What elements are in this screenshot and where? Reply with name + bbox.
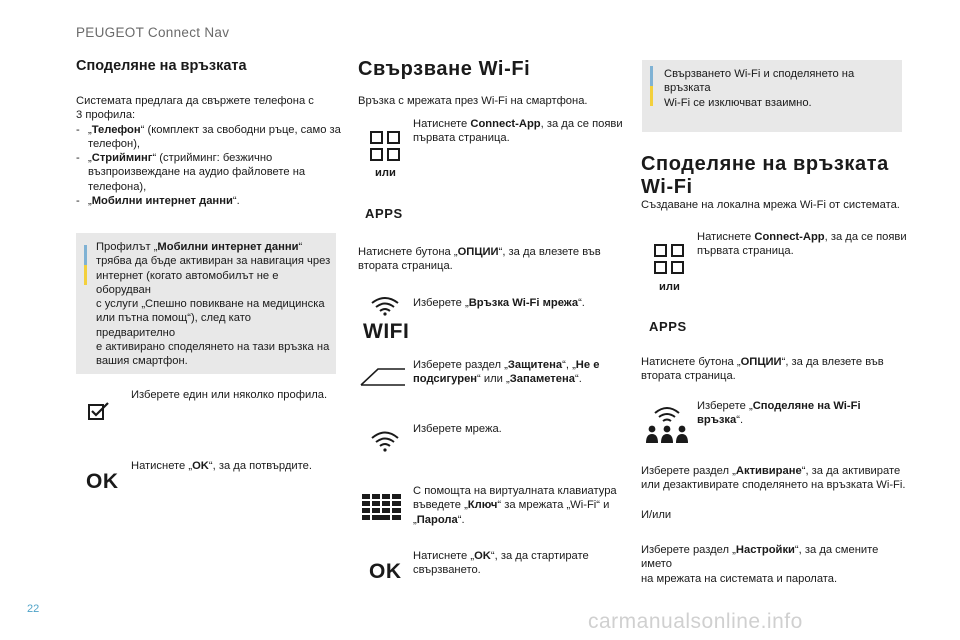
step-select-wifi xyxy=(413,296,585,310)
step-text: “ или „ xyxy=(477,373,510,386)
ok-button[interactable]: OK xyxy=(369,560,402,583)
title-line: Wi-Fi xyxy=(641,176,693,198)
profile-desc: възпроизвеждане на аудио файловете на xyxy=(88,166,306,179)
quote: „ xyxy=(88,195,92,208)
list-item-cont xyxy=(76,137,341,151)
step-text: “, за да стартирате xyxy=(490,550,589,562)
profile-streaming: Стрийминг xyxy=(91,152,153,165)
step-text: „ xyxy=(413,513,417,526)
step-text: “. xyxy=(736,414,744,427)
profile-desc: “ (комплект за свободни ръце, само за xyxy=(140,123,341,136)
step-select-sharing xyxy=(697,399,897,428)
list-item-cont xyxy=(76,180,341,194)
step-text: “, за да влезете във xyxy=(498,246,601,258)
section-title-connection-sharing: Споделяне на връзката xyxy=(76,58,247,74)
step-options xyxy=(641,355,901,384)
step-emphasis: подсигурен xyxy=(413,373,478,386)
keyboard-icon xyxy=(362,494,402,520)
step-emphasis: Connect-App xyxy=(754,231,825,243)
step-connect-app xyxy=(697,230,907,259)
step-text: първата страница. xyxy=(697,245,794,258)
step-select-profiles: Изберете един или няколко профила. xyxy=(131,389,328,401)
step-text: , за да се появи xyxy=(540,118,623,130)
quote: „ xyxy=(88,152,92,165)
step-settings xyxy=(641,543,906,586)
note-line: с услуги „Спешно повикване на медицинска xyxy=(96,298,325,311)
step-emphasis: Connect-App xyxy=(470,118,541,130)
step-emphasis: Ключ xyxy=(467,499,498,512)
step-text: Натиснете бутона „ xyxy=(358,246,458,258)
step-text: “, за да потвърдите. xyxy=(208,460,312,472)
step-select-network: Изберете мрежа. xyxy=(413,423,502,435)
step-emphasis: Не е xyxy=(575,359,600,371)
step-text: Изберете „ xyxy=(697,400,753,412)
step-text: Натиснете „ xyxy=(413,550,475,562)
step-emphasis: ОПЦИИ xyxy=(740,356,782,368)
step-text: Натиснете xyxy=(697,231,755,243)
wifi-intro: Връзка с мрежата през Wi-Fi на смартфона. xyxy=(358,95,588,107)
info-note-box xyxy=(76,233,336,374)
step-text: “, за да смените името xyxy=(641,544,879,571)
note-line: Wi-Fi се изключват взаимно. xyxy=(664,96,812,109)
apps-button[interactable]: APPS xyxy=(649,319,687,334)
step-text: Натиснете xyxy=(413,118,471,130)
step-connect-app xyxy=(413,117,623,146)
profiles-intro xyxy=(76,94,341,208)
and-or-label: И/или xyxy=(641,509,672,521)
list-item xyxy=(76,123,341,137)
profile-desc: “. xyxy=(232,195,240,208)
step-text: “, за да активирате xyxy=(801,465,901,477)
step-emphasis: Парола xyxy=(416,513,458,526)
info-note-box xyxy=(642,60,902,132)
section-title-wifi-sharing xyxy=(641,153,889,199)
step-text: “, за да влезете във xyxy=(781,356,884,368)
note-bar-yellow xyxy=(650,86,653,106)
list-item-cont xyxy=(76,165,341,179)
profile-mobile-data: Мобилни интернет данни xyxy=(91,195,233,208)
or-label: или xyxy=(659,281,680,293)
note-line: интернет (когато автомобилът не е оборудван xyxy=(96,269,279,296)
wifi-icon xyxy=(370,430,400,452)
note-line: или пътна помощ“), след като предварително xyxy=(96,312,251,339)
profile-desc: “ (стрийминг: безжично xyxy=(152,152,273,165)
step-text: втората страница. xyxy=(358,260,453,273)
checkbox-icon xyxy=(88,402,110,420)
running-header: PEUGEOT Connect Nav xyxy=(76,25,230,40)
list-item xyxy=(76,151,341,165)
note-line: “ xyxy=(298,241,303,253)
apps-button[interactable]: APPS xyxy=(365,206,403,221)
wifi-users-icon xyxy=(646,406,688,444)
step-confirm xyxy=(131,459,312,473)
step-text: “, „ xyxy=(562,359,576,371)
step-emphasis: Запаметена xyxy=(509,373,575,386)
step-text: Изберете „ xyxy=(413,297,469,309)
section-title-wifi-connection: Свързване Wi-Fi xyxy=(358,58,531,80)
step-emphasis: Настройки xyxy=(735,544,795,556)
intro-line: Системата предлага да свържете телефона с xyxy=(76,95,314,107)
step-text: или дезактивирате споделянето на връзката Wi-Fi. xyxy=(641,479,906,492)
note-text xyxy=(664,67,900,110)
profile-desc: телефона), xyxy=(88,180,147,193)
step-emphasis: Защитена xyxy=(507,359,563,371)
bullet-dash: - xyxy=(76,195,80,208)
page-number: 22 xyxy=(27,603,40,615)
or-label: или xyxy=(375,167,396,179)
step-text: “ за мрежата „Wi-Fi“ и xyxy=(497,499,610,512)
note-text xyxy=(96,240,332,369)
grid-apps-icon xyxy=(654,244,684,274)
step-options xyxy=(358,245,618,274)
title-line: Споделяне на връзката xyxy=(641,153,889,175)
hotspot-intro: Създаване на локална мрежа Wi-Fi от системата. xyxy=(641,199,900,211)
step-text: свързването. xyxy=(413,564,481,577)
step-emphasis: Връзка Wi-Fi мрежа xyxy=(468,297,579,309)
step-emphasis: OK xyxy=(474,550,491,562)
step-emphasis: OK xyxy=(192,460,209,472)
step-text: “. xyxy=(575,373,582,386)
note-line: вашия смартфон. xyxy=(96,355,188,368)
bullet-dash: - xyxy=(76,123,80,136)
profile-desc: телефон), xyxy=(88,137,141,150)
grid-apps-icon xyxy=(370,131,400,161)
wifi-button[interactable]: WIFI xyxy=(363,320,410,343)
step-text: Натиснете бутона „ xyxy=(641,356,741,368)
tab-shape-icon xyxy=(360,368,406,386)
step-text: “. xyxy=(457,513,465,526)
note-line: Свързването Wi-Fi и споделянето на връзката xyxy=(664,68,855,95)
step-select-tab xyxy=(413,358,623,387)
note-bar-blue xyxy=(650,66,653,86)
ok-button[interactable]: OK xyxy=(86,470,119,493)
step-text: първата страница. xyxy=(413,132,510,145)
step-emphasis: Активиране xyxy=(735,465,802,477)
step-text: , за да се появи xyxy=(824,231,907,243)
step-emphasis: Споделяне на Wi-Fi xyxy=(752,400,861,412)
wifi-icon xyxy=(370,296,400,316)
profile-phone: Телефон xyxy=(91,123,141,136)
step-text: втората страница. xyxy=(641,370,736,383)
list-item xyxy=(76,194,341,208)
footer-watermark: carmanualsonline.info xyxy=(588,610,803,633)
note-line: Профилът „ xyxy=(96,241,158,253)
step-text: Изберете раздел „ xyxy=(641,465,736,477)
note-line: трябва да бъде активиран за навигация чрез xyxy=(96,255,331,268)
step-text: въведете „ xyxy=(413,499,468,512)
step-activate xyxy=(641,464,906,493)
step-text: Натиснете „ xyxy=(131,460,193,472)
note-bar-blue xyxy=(84,245,87,265)
bullet-dash: - xyxy=(76,152,80,165)
step-text: Изберете раздел „ xyxy=(413,359,508,371)
step-text: на мрежата на системата и паролата. xyxy=(641,572,838,585)
note-emphasis: Мобилни интернет данни xyxy=(157,241,299,253)
note-line: е активирано споделянето на тази връзка на xyxy=(96,341,330,354)
step-enter-password xyxy=(413,484,628,527)
step-text: Изберете раздел „ xyxy=(641,544,736,556)
intro-line: 3 профила: xyxy=(76,109,136,122)
step-emphasis: ОПЦИИ xyxy=(457,246,499,258)
note-bar-yellow xyxy=(84,265,87,285)
step-text: “. xyxy=(578,297,585,309)
step-emphasis: връзка xyxy=(697,414,737,427)
step-text: С помощта на виртуалната клавиатура xyxy=(413,485,617,497)
quote: „ xyxy=(88,123,92,136)
step-start-connection xyxy=(413,549,623,578)
